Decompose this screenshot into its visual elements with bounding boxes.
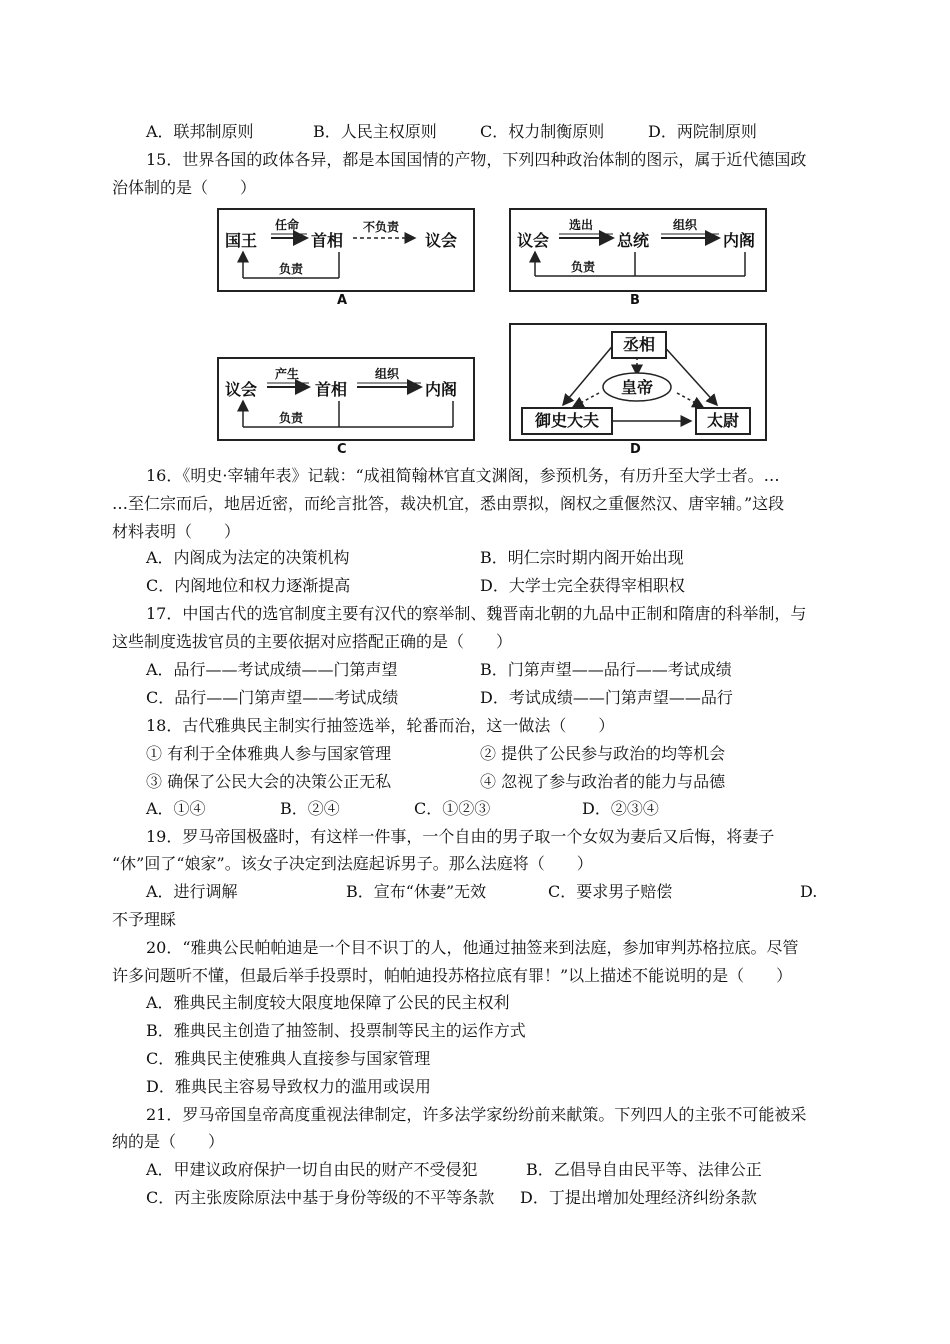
diagram-b-edge-1: 选出 bbox=[569, 218, 594, 232]
q21-option-b: B．乙倡导自由民平等、法律公正 bbox=[526, 1160, 762, 1179]
q14-option-c: C．权力制衡原则 bbox=[480, 122, 605, 141]
diagram-b-back: 负责 bbox=[571, 260, 596, 274]
diagram-b bbox=[509, 208, 767, 292]
q17-line2: 这些制度选拔官员的主要依据对应搭配正确的是（ ） bbox=[112, 632, 513, 651]
diagram-b-node-2: 总统 bbox=[617, 231, 650, 250]
diagram-c-back: 负责 bbox=[279, 411, 304, 425]
q16-line2: …至仁宗而后，地居近密，而纶言批答，裁决机宜，悉由票拟，阁权之重偃然汉、唐宰辅。”这段 bbox=[112, 494, 785, 513]
q14-option-d: D．两院制原则 bbox=[648, 122, 757, 141]
q15-stem-line2: 治体制的是（ ） bbox=[112, 178, 257, 197]
q21-option-d: D．丁提出增加处理经济纠纷条款 bbox=[520, 1188, 757, 1207]
q20-option-b: B．雅典民主创造了抽签制、投票制等民主的运作方式 bbox=[146, 1021, 526, 1040]
q18-option-c: C．①②③ bbox=[414, 799, 491, 818]
q17-line1: 17．中国古代的选官制度主要有汉代的察举制、魏晋南北朝的九品中正制和隋唐的科举制，与 bbox=[146, 604, 807, 623]
q18-option-a: A．①④ bbox=[146, 799, 206, 818]
q19-option-d: D. bbox=[800, 882, 818, 901]
diagram-a-node-1: 国王 bbox=[225, 231, 258, 250]
diagram-c-edge-2: 组织 bbox=[375, 367, 400, 381]
q17-option-c: C．品行——门第声望——考试成绩 bbox=[146, 688, 399, 707]
diagram-c-node-1: 议会 bbox=[225, 380, 258, 399]
q21-line1: 21．罗马帝国皇帝高度重视法律制定，许多法学家纷纷前来献策。下列四人的主张不可能被采 bbox=[146, 1105, 807, 1124]
q15-stem-line1: 15．世界各国的政体各异，都是本国国情的产物，下列四种政治体制的图示，属于近代德国政 bbox=[146, 150, 807, 169]
diagram-a-label: A bbox=[337, 293, 348, 308]
q16-option-a: A．内阁成为法定的决策机构 bbox=[146, 548, 350, 567]
q18-line1: 18．古代雅典民主制实行抽签选举，轮番而治，这一做法（ ） bbox=[146, 716, 615, 735]
diagram-b-node-1: 议会 bbox=[517, 231, 550, 250]
diagram-d-top: 丞相 bbox=[611, 331, 667, 359]
q19-option-c: C．要求男子赔偿 bbox=[548, 882, 673, 901]
q21-line2: 纳的是（ ） bbox=[112, 1132, 225, 1151]
q20-line2: 许多问题听不懂，但最后举手投票时，帕帕迪投苏格拉底有罪！”以上描述不能说明的是（ ） bbox=[112, 966, 793, 985]
q16-line3: 材料表明（ ） bbox=[112, 522, 241, 541]
q16-option-d: D．大学士完全获得宰相职权 bbox=[480, 576, 685, 595]
q19-line1: 19．罗马帝国极盛时，有这样一件事，一个自由的男子取一个女奴为妻后又后悔，将妻子 bbox=[146, 827, 775, 846]
q17-option-d: D．考试成绩——门第声望——品行 bbox=[480, 688, 733, 707]
q21-option-a: A．甲建议政府保护一切自由民的财产不受侵犯 bbox=[146, 1160, 478, 1179]
diagram-c-label: C bbox=[337, 442, 347, 457]
q16-option-b: B．明仁宗时期内阁开始出现 bbox=[480, 548, 684, 567]
q18-option-d: D．②③④ bbox=[582, 799, 659, 818]
diagram-b-edge-2: 组织 bbox=[673, 218, 698, 232]
q18-item-1: ① 有利于全体雅典人参与国家管理 bbox=[146, 744, 392, 763]
q19-line2: “休”回了“娘家”。该女子决定到法庭起诉男子。那么法庭将（ ） bbox=[112, 854, 593, 873]
diagram-a-back: 负责 bbox=[279, 262, 304, 276]
diagram-a-node-3: 议会 bbox=[425, 231, 458, 250]
diagram-c-edge-1: 产生 bbox=[275, 367, 300, 381]
diagram-c-node-2: 首相 bbox=[315, 380, 348, 399]
q18-item-2: ② 提供了公民参与政治的均等机会 bbox=[480, 744, 726, 763]
diagram-d-center: 皇帝 bbox=[621, 378, 654, 397]
diagram-d bbox=[509, 323, 767, 441]
diagram-a-node-2: 首相 bbox=[311, 231, 344, 250]
diagram-a bbox=[217, 208, 475, 292]
diagram-a-edge-2: 不负责 bbox=[363, 220, 400, 234]
q14-option-a: A．联邦制原则 bbox=[146, 122, 254, 141]
diagram-d-right: 太尉 bbox=[695, 407, 751, 435]
q18-item-4: ④ 忽视了参与政治者的能力与品德 bbox=[480, 772, 726, 791]
diagram-a-edge-1: 任命 bbox=[275, 218, 300, 232]
q16-option-c: C．内阁地位和权力逐渐提高 bbox=[146, 576, 351, 595]
diagram-b-node-3: 内阁 bbox=[723, 231, 756, 250]
q18-item-3: ③ 确保了公民大会的决策公正无私 bbox=[146, 772, 392, 791]
diagram-c bbox=[217, 357, 475, 441]
q20-option-a: A．雅典民主制度较大限度地保障了公民的民主权利 bbox=[146, 993, 510, 1012]
q19-option-b: B．宣布“休妻”无效 bbox=[346, 882, 487, 901]
q18-option-b: B．②④ bbox=[280, 799, 340, 818]
q21-option-c: C．丙主张废除原法中基于身份等级的不平等条款 bbox=[146, 1188, 495, 1207]
q20-line1: 20．“雅典公民帕帕迪是一个目不识丁的人，他通过抽签来到法庭，参加审判苏格拉底。尽管 bbox=[146, 938, 799, 957]
diagram-c-node-3: 内阁 bbox=[425, 380, 458, 399]
q19-option-a: A．进行调解 bbox=[146, 882, 238, 901]
q20-option-d: D．雅典民主容易导致权力的滥用或误用 bbox=[146, 1077, 431, 1096]
q16-line1: 16．《明史·宰辅年表》记载：“成祖简翰林官直文渊阁，参预机务，有历升至大学士者。… bbox=[146, 466, 780, 485]
q20-option-c: C．雅典民主使雅典人直接参与国家管理 bbox=[146, 1049, 431, 1068]
q17-option-a: A．品行——考试成绩——门第声望 bbox=[146, 660, 398, 679]
diagram-d-left: 御史大夫 bbox=[521, 407, 613, 435]
q19-option-d-cont: 不予理睬 bbox=[112, 910, 177, 929]
diagram-d-label: D bbox=[630, 442, 641, 457]
diagram-b-label: B bbox=[630, 293, 640, 308]
q17-option-b: B．门第声望——品行——考试成绩 bbox=[480, 660, 732, 679]
q14-option-b: B．人民主权原则 bbox=[313, 122, 437, 141]
